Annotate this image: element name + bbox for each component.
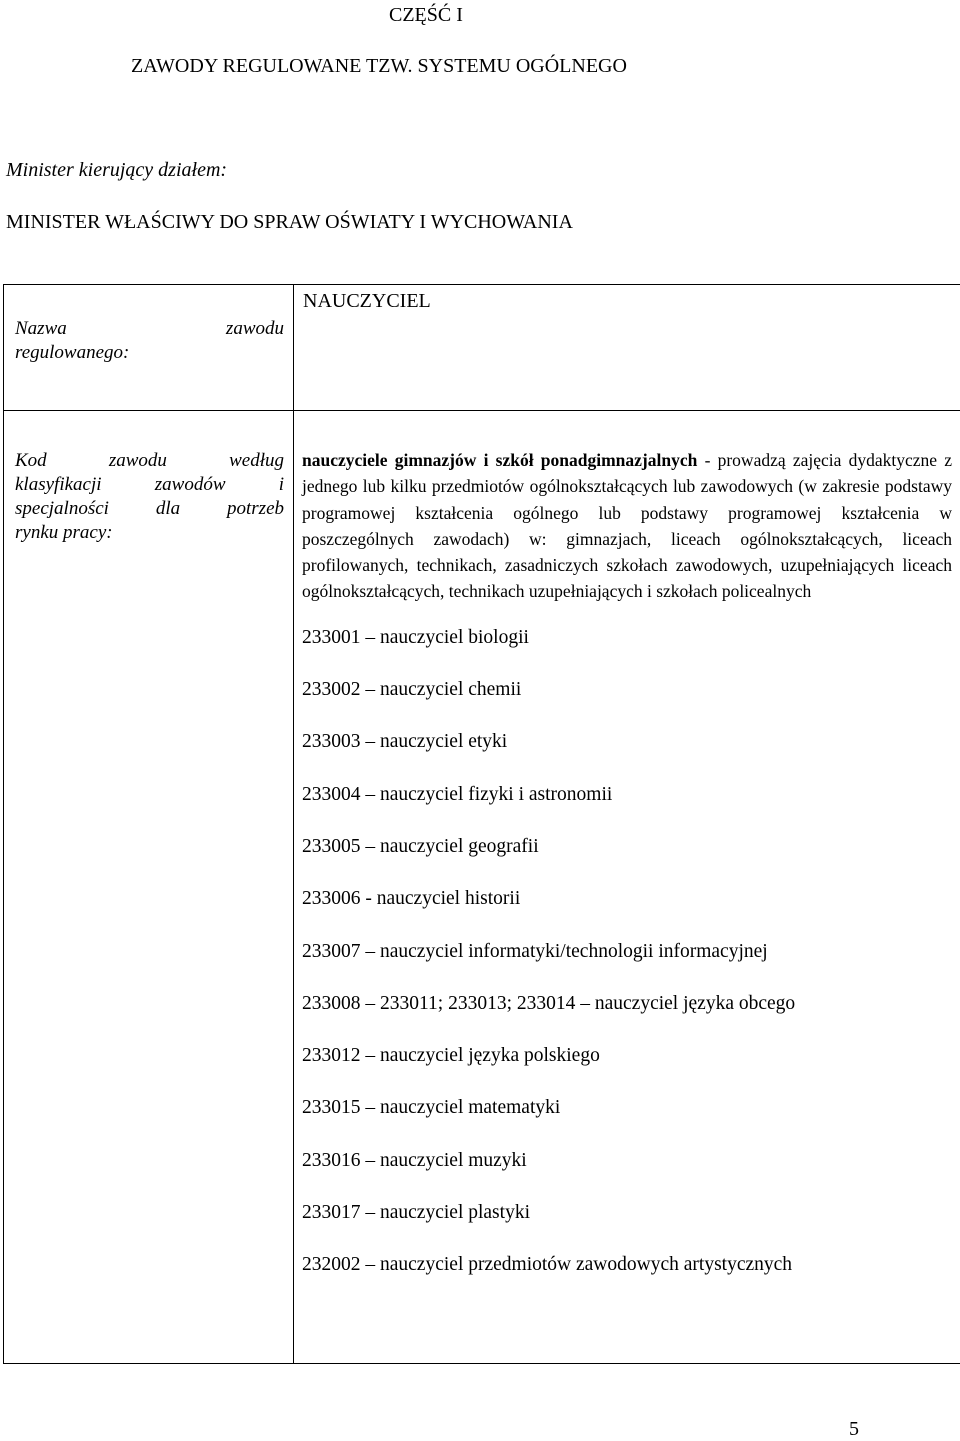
label-line: Kod zawodu według [15, 449, 284, 473]
list-item: 233002 – nauczyciel chemii [302, 678, 960, 730]
page-number: 5 [849, 1418, 859, 1441]
list-item: 233015 – nauczyciel matematyki [302, 1096, 960, 1148]
list-item: 233016 – nauczyciel muzyki [302, 1149, 960, 1201]
label-line: Nazwa zawodu [15, 317, 284, 341]
profession-description [294, 411, 960, 605]
minister-label: Minister kierujący działem: [6, 159, 227, 182]
description-text: - prowadzą zajęcia dydaktyczne z jednego lub kilku przedmiotów ogólnokształcących lub zawodowych (w zakresie podstawy programowej kształcenia ogólnego lub podstawy programowej kształcenia w poszczególnych zawodach) w: gimnazjach, liceach ogólnokształcących, liceach profilowanych, technikach, zasadniczych szkołach zawodowych, uzupełniających liceach ogólnokształcących, technikach uzupełniających i szkołach policealnych [302, 450, 952, 601]
list-item: 233017 – nauczyciel plastyki [302, 1201, 960, 1253]
profession-name-label-cell [4, 285, 294, 411]
list-item: 233003 – nauczyciel etyki [302, 730, 960, 782]
profession-code-value-cell [294, 411, 960, 1364]
regulated-profession-table [3, 284, 960, 1364]
section-title: ZAWODY REGULOWANE TZW. SYSTEMU OGÓLNEGO [131, 55, 627, 78]
list-item: 233008 – 233011; 233013; 233014 – nauczyciel języka obcego [302, 992, 960, 1044]
profession-name: NAUCZYCIEL [294, 285, 960, 313]
list-item: 233007 – nauczyciel informatyki/technologii informacyjnej [302, 940, 960, 992]
label-line: regulowanego: [15, 341, 284, 365]
profession-name-value-cell [294, 285, 960, 411]
list-item: 233004 – nauczyciel fizyki i astronomii [302, 783, 960, 835]
table-row-profession-codes [4, 411, 960, 1364]
description-bold: nauczyciele gimnazjów i szkół ponadgimnazjalnych [302, 450, 697, 470]
profession-code-label-cell [4, 411, 294, 1364]
table-row-profession-name [4, 285, 960, 411]
label-line: rynku pracy: [15, 521, 284, 545]
list-item: 233006 - nauczyciel historii [302, 887, 960, 939]
profession-code-list [294, 605, 960, 1306]
profession-name-label [4, 285, 293, 365]
list-item: 233012 – nauczyciel języka polskiego [302, 1044, 960, 1096]
label-line: klasyfikacji zawodów i [15, 473, 284, 497]
list-item: 232002 – nauczyciel przedmiotów zawodowych artystycznych [302, 1253, 960, 1305]
list-item: 233001 – nauczyciel biologii [302, 626, 960, 678]
profession-code-label [4, 411, 293, 545]
list-item: 233005 – nauczyciel geografii [302, 835, 960, 887]
minister-name: MINISTER WŁAŚCIWY DO SPRAW OŚWIATY I WYCHOWANIA [6, 211, 573, 234]
part-heading: CZĘŚĆ I [389, 4, 463, 27]
label-line: specjalności dla potrzeb [15, 497, 284, 521]
